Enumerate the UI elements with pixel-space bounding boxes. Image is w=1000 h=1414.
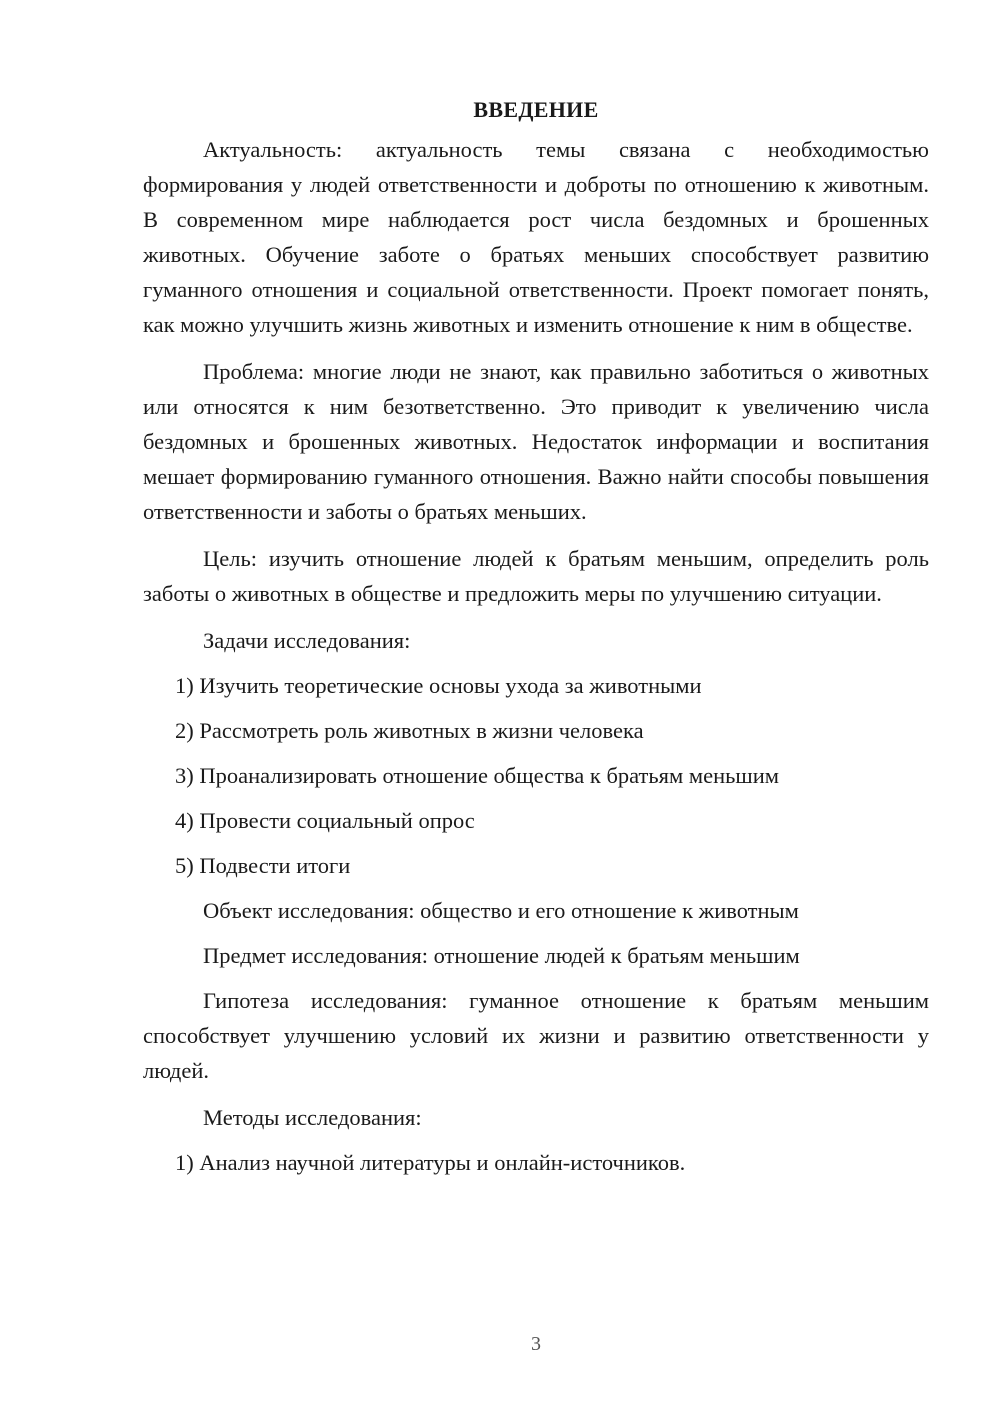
tasks-heading: Задачи исследования: bbox=[203, 628, 411, 653]
list-item: 5) Подвести итоги bbox=[175, 853, 351, 878]
object-line: Объект исследования: общество и его отношение к животным bbox=[203, 898, 799, 923]
page-title: ВВЕДЕНИЕ bbox=[473, 97, 599, 122]
problem-paragraph: Проблема: многие люди не знают, как правильно заботиться о животных или относятся к ним безответственно. Это приводит к увеличению числа бездомных и брошенных животных. Недостаток информации и воспитания мешает формированию гуманного отношения. Важно найти способы повышения ответственности и заботы о братьях меньших. bbox=[143, 359, 929, 524]
list-item: 1) Изучить теоретические основы ухода за животными bbox=[175, 673, 702, 698]
list-item: 3) Проанализировать отношение общества к братьям меньшим bbox=[175, 763, 779, 788]
subject-line: Предмет исследования: отношение людей к братьям меньшим bbox=[203, 943, 800, 968]
tasks-list bbox=[143, 668, 929, 883]
list-item: 2) Рассмотреть роль животных в жизни человека bbox=[175, 718, 644, 743]
list-item: 1) Анализ научной литературы и онлайн-источников. bbox=[175, 1150, 686, 1175]
page-number: 3 bbox=[531, 1333, 541, 1355]
goal-paragraph: Цель: изучить отношение людей к братьям меньшим, определить роль заботы о животных в обществе и предложить меры по улучшению ситуации. bbox=[143, 546, 929, 606]
list-item: 4) Провести социальный опрос bbox=[175, 808, 475, 833]
methods-list bbox=[143, 1145, 929, 1180]
hypothesis-paragraph: Гипотеза исследования: гуманное отношение к братьям меньшим способствует улучшению условий их жизни и развитию ответственности у людей. bbox=[143, 988, 929, 1083]
document-page bbox=[143, 92, 929, 1190]
methods-heading: Методы исследования: bbox=[203, 1105, 422, 1130]
relevance-paragraph: Актуальность: актуальность темы связана с необходимостью формирования у людей ответственности и доброты по отношению к животным. В современном мире наблюдается рост числа бездомных и брошенных животных. Обучение заботе о братьях меньших способствует развитию гуманного отношения и социальной ответственности. Проект помогает понять, как можно улучшить жизнь животных и изменить отношение к ним в обществе. bbox=[143, 137, 929, 337]
